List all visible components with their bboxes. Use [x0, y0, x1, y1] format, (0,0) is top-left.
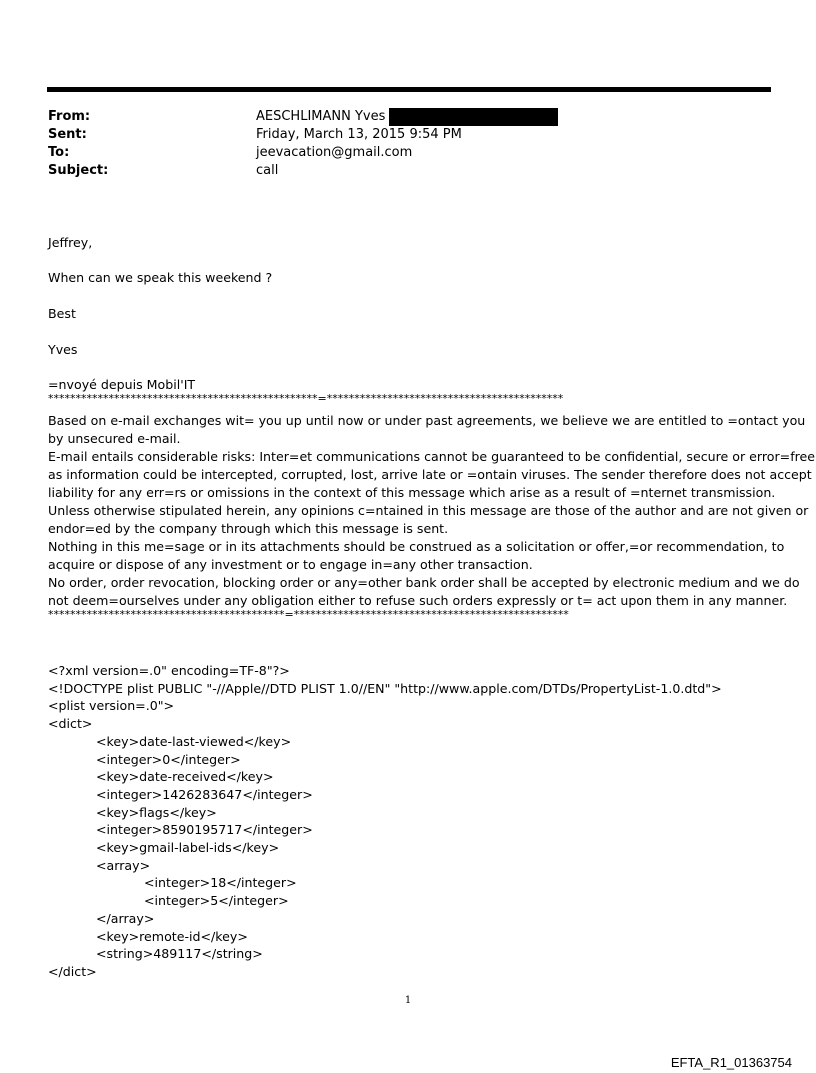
plist-line: <dict>	[48, 716, 93, 732]
plist-line: <plist version=.0">	[48, 698, 175, 714]
header-rule	[47, 87, 771, 92]
subject-value: call	[256, 163, 279, 178]
message-text: When can we speak this weekend ?	[48, 270, 273, 285]
to-value: jeevacation@gmail.com	[256, 145, 413, 160]
closing: Best	[48, 306, 76, 321]
sent-label: Sent:	[48, 127, 87, 142]
greeting: Jeffrey,	[48, 235, 93, 250]
to-label: To:	[48, 145, 70, 160]
disclaimer-stars-bottom: *******************************************=**************************************************	[48, 608, 569, 621]
header-to-row	[48, 144, 768, 162]
sent-from-line: =nvoyé depuis Mobil'IT	[48, 377, 196, 392]
from-value	[256, 108, 558, 126]
header-subject-row	[48, 162, 768, 180]
plist-line: <integer>5</integer>	[144, 893, 289, 909]
plist-line: </array>	[96, 910, 155, 926]
plist-line: <array>	[96, 857, 151, 873]
plist-line: </dict>	[48, 963, 97, 979]
page-number: 1	[404, 995, 412, 1006]
plist-line: <integer>8590195717</integer>	[96, 822, 313, 838]
disclaimer-line: not deem=ourselves under any obligation either to refuse such orders expressly or t= act upon them in any manner.	[48, 593, 788, 608]
plist-line: <key>date-last-viewed</key>	[96, 733, 292, 749]
plist-line: <integer>18</integer>	[144, 875, 297, 891]
disclaimer-line: Nothing in this me=sage or in its attachments should be construed as a solicitation or offer,=or recommendation, to	[48, 539, 785, 554]
disclaimer-line: Based on e-mail exchanges wit= you up until now or under past agreements, we believe we are entitled to =ontact you	[48, 413, 806, 428]
disclaimer-line: endor=ed by the company through which this message is sent.	[48, 521, 449, 536]
plist-line: <!DOCTYPE plist PUBLIC "-//Apple//DTD PLIST 1.0//EN" "http://www.apple.com/DTDs/PropertyList-1.0.dtd">	[48, 680, 722, 696]
disclaimer-line: as information could be intercepted, corrupted, lost, arrive late or =ontain viruses. The sender therefore does not accept	[48, 467, 812, 482]
plist-line: <key>remote-id</key>	[96, 928, 248, 944]
plist-line: <key>date-received</key>	[96, 769, 274, 785]
header-from-row	[48, 108, 768, 126]
signature: Yves	[48, 342, 78, 357]
header-sent-row	[48, 126, 768, 144]
document-id: EFTA_R1_01363754	[670, 1055, 792, 1070]
sent-value: Friday, March 13, 2015 9:54 PM	[256, 127, 462, 142]
plist-line: <integer>0</integer>	[96, 751, 241, 767]
disclaimer-stars-top: *************************************************=*******************************************	[48, 392, 564, 405]
disclaimer-line: by unsecured e-mail.	[48, 431, 181, 446]
from-name: AESCHLIMANN Yves	[256, 109, 386, 124]
disclaimer-line: liability for any err=rs or omissions in the context of this message which arise as a result of =nternet transmission.	[48, 485, 776, 500]
redaction-box	[389, 108, 558, 126]
disclaimer-line: E-mail entails considerable risks: Inter=et communications cannot be guaranteed to be confidential, secure or error=free	[48, 449, 816, 464]
plist-line: <string>489117</string>	[96, 946, 263, 962]
plist-line: <key>gmail-label-ids</key>	[96, 840, 280, 855]
plist-line: <?xml version=.0" encoding=TF-8"?>	[48, 663, 290, 678]
plist-line: <integer>1426283647</integer>	[96, 786, 313, 802]
disclaimer-line: Unless otherwise stipulated herein, any opinions c=ntained in this message are those of the author and are not given or	[48, 503, 809, 518]
from-label: From:	[48, 109, 91, 124]
subject-label: Subject:	[48, 163, 109, 178]
disclaimer-line: No order, order revocation, blocking order or any=other bank order shall be accepted by electronic medium and we do	[48, 575, 800, 590]
plist-line: <key>flags</key>	[96, 804, 217, 820]
disclaimer-line: acquire or dispose of any investment or to engage in=any other transaction.	[48, 557, 533, 572]
